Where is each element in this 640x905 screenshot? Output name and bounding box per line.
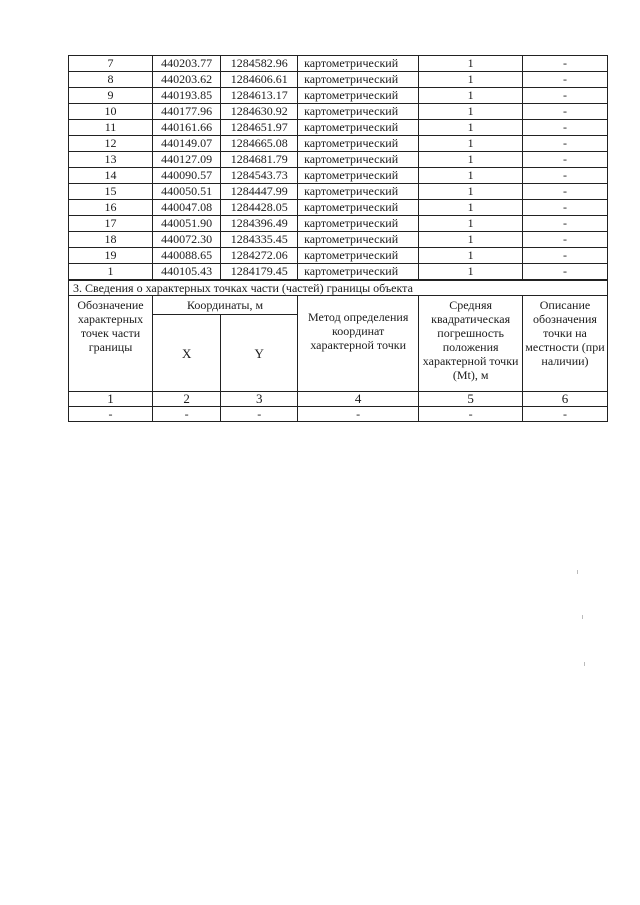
accuracy-cell: 1 (419, 152, 523, 168)
method-cell: картометрический (298, 168, 419, 184)
point-number: 15 (69, 184, 153, 200)
coord-y: 1284630.92 (221, 104, 298, 120)
method-cell: картометрический (298, 120, 419, 136)
accuracy-cell: 1 (419, 88, 523, 104)
coord-x: 440072.30 (152, 232, 220, 248)
method-cell: картометрический (298, 184, 419, 200)
table-cell: - (522, 407, 607, 422)
column-number: 6 (522, 392, 607, 407)
column-number: 3 (221, 392, 298, 407)
accuracy-cell: 1 (419, 264, 523, 280)
coord-y: 1284613.17 (221, 88, 298, 104)
coord-x: 440051.90 (152, 216, 220, 232)
method-cell: картометрический (298, 136, 419, 152)
description-cell: - (522, 168, 607, 184)
table-row (69, 136, 608, 152)
coord-x: 440203.77 (152, 56, 220, 72)
empty-data-row (69, 407, 608, 422)
point-number: 14 (69, 168, 153, 184)
table-row (69, 248, 608, 264)
column-number: 2 (152, 392, 220, 407)
description-cell: - (522, 200, 607, 216)
method-cell: картометрический (298, 264, 419, 280)
table-cell: - (419, 407, 523, 422)
description-cell: - (522, 88, 607, 104)
accuracy-cell: 1 (419, 136, 523, 152)
description-cell: - (522, 216, 607, 232)
table-row (69, 120, 608, 136)
description-cell: - (522, 184, 607, 200)
coord-y: 1284396.49 (221, 216, 298, 232)
section3-title: 3. Сведения о характерных точках части (частей) границы объекта (69, 281, 608, 296)
point-number: 9 (69, 88, 153, 104)
description-cell: - (522, 104, 607, 120)
method-cell: картометрический (298, 72, 419, 88)
scan-speck (584, 662, 585, 666)
accuracy-cell: 1 (419, 184, 523, 200)
table-cell: - (298, 407, 419, 422)
scan-speck (582, 615, 583, 619)
point-number: 12 (69, 136, 153, 152)
method-cell: картометрический (298, 152, 419, 168)
description-cell: - (522, 264, 607, 280)
coord-y: 1284543.73 (221, 168, 298, 184)
description-cell: - (522, 120, 607, 136)
coord-x: 440161.66 (152, 120, 220, 136)
table-cell: - (221, 407, 298, 422)
point-number: 10 (69, 104, 153, 120)
point-number: 18 (69, 232, 153, 248)
point-number: 1 (69, 264, 153, 280)
header-x: X (152, 315, 220, 392)
table-row (69, 72, 608, 88)
accuracy-cell: 1 (419, 72, 523, 88)
point-number: 7 (69, 56, 153, 72)
coord-x: 440193.85 (152, 88, 220, 104)
accuracy-cell: 1 (419, 248, 523, 264)
coord-x: 440127.09 (152, 152, 220, 168)
header-description: Описание обозначения точки на местности (при наличии) (522, 296, 607, 392)
coord-y: 1284665.08 (221, 136, 298, 152)
table-row (69, 216, 608, 232)
table-row (69, 56, 608, 72)
accuracy-cell: 1 (419, 168, 523, 184)
coord-y: 1284651.97 (221, 120, 298, 136)
column-number: 5 (419, 392, 523, 407)
column-numbers-row (69, 392, 608, 407)
coord-y: 1284272.06 (221, 248, 298, 264)
header-designation: Обозначение характерных точек части границы (69, 296, 153, 392)
description-cell: - (522, 152, 607, 168)
accuracy-cell: 1 (419, 120, 523, 136)
coord-x: 440177.96 (152, 104, 220, 120)
point-number: 16 (69, 200, 153, 216)
description-cell: - (522, 248, 607, 264)
coord-x: 440088.65 (152, 248, 220, 264)
table-row (69, 152, 608, 168)
coord-x: 440050.51 (152, 184, 220, 200)
method-cell: картометрический (298, 104, 419, 120)
points-table-body (69, 56, 608, 280)
description-cell: - (522, 56, 607, 72)
coord-y: 1284428.05 (221, 200, 298, 216)
method-cell: картометрический (298, 232, 419, 248)
section3-table (68, 280, 608, 422)
scan-speck (577, 570, 578, 574)
table-row (69, 232, 608, 248)
table-cell: - (152, 407, 220, 422)
point-number: 13 (69, 152, 153, 168)
table-row (69, 88, 608, 104)
coord-y: 1284681.79 (221, 152, 298, 168)
accuracy-cell: 1 (419, 200, 523, 216)
method-cell: картометрический (298, 248, 419, 264)
document-sheet (68, 55, 608, 422)
accuracy-cell: 1 (419, 56, 523, 72)
column-number: 1 (69, 392, 153, 407)
table-cell: - (69, 407, 153, 422)
coord-x: 440149.07 (152, 136, 220, 152)
coord-x: 440047.08 (152, 200, 220, 216)
header-y: Y (221, 315, 298, 392)
coord-y: 1284179.45 (221, 264, 298, 280)
coord-x: 440203.62 (152, 72, 220, 88)
description-cell: - (522, 72, 607, 88)
accuracy-cell: 1 (419, 232, 523, 248)
method-cell: картометрический (298, 88, 419, 104)
table-row (69, 168, 608, 184)
description-cell: - (522, 232, 607, 248)
header-coordinates: Координаты, м (152, 296, 297, 315)
method-cell: картометрический (298, 200, 419, 216)
table-row (69, 104, 608, 120)
accuracy-cell: 1 (419, 104, 523, 120)
description-cell: - (522, 136, 607, 152)
coord-x: 440090.57 (152, 168, 220, 184)
column-number: 4 (298, 392, 419, 407)
table-row (69, 264, 608, 280)
point-number: 19 (69, 248, 153, 264)
point-number: 8 (69, 72, 153, 88)
accuracy-cell: 1 (419, 216, 523, 232)
header-method: Метод определения координат характерной точки (298, 296, 419, 392)
points-table (68, 55, 608, 280)
table-row (69, 184, 608, 200)
header-accuracy: Средняя квадратическая погрешность положения характерной точки (Mt), м (419, 296, 523, 392)
method-cell: картометрический (298, 216, 419, 232)
coord-y: 1284447.99 (221, 184, 298, 200)
coord-y: 1284582.96 (221, 56, 298, 72)
coord-x: 440105.43 (152, 264, 220, 280)
coord-y: 1284606.61 (221, 72, 298, 88)
table-row (69, 200, 608, 216)
coord-y: 1284335.45 (221, 232, 298, 248)
point-number: 17 (69, 216, 153, 232)
method-cell: картометрический (298, 56, 419, 72)
point-number: 11 (69, 120, 153, 136)
